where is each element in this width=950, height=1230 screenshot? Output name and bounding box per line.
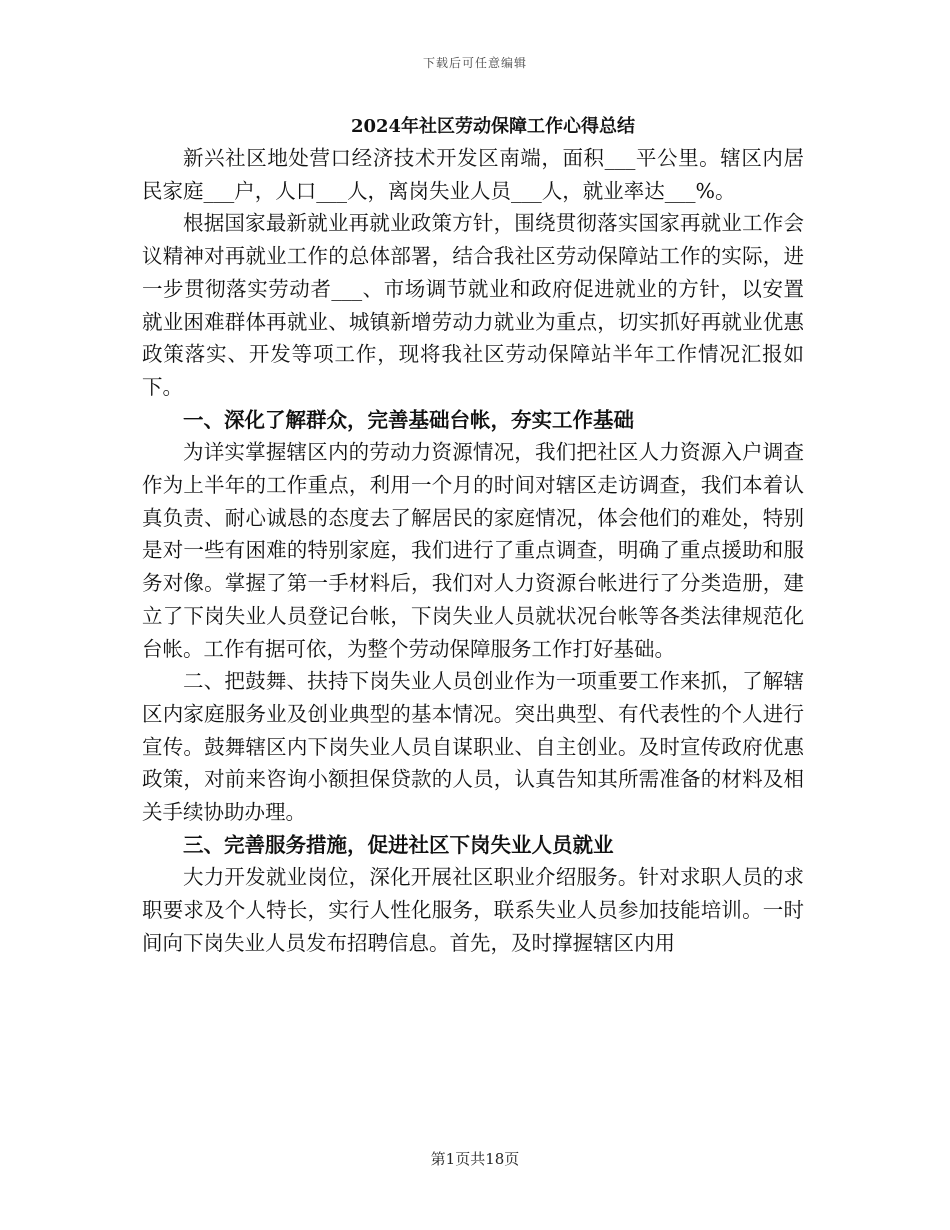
- paragraph-section-3: 大力开发就业岗位，深化开展社区职业介绍服务。针对求职人员的求职要求及个人特长，实行人性化服务，联系失业人员参加技能培训。一时间向下岗失业人员发布招聘信息。首先，及时撑握辖区内用: [142, 865, 804, 955]
- page-number: 第1页共18页: [430, 1150, 520, 1168]
- section-heading-1: 一、深化了解群众，完善基础台帐，夯实工作基础: [183, 407, 634, 432]
- paragraph-intro: 新兴社区地处营口经济技术开发区南端，面积___平公里。辖区内居民家庭___户，人口___人，离岗失业人员___人，就业率达___%。: [142, 146, 804, 203]
- document-title: 2024年社区劳动保障工作心得总结: [350, 116, 636, 137]
- section-heading-3: 三、完善服务措施，促进社区下岗失业人员就业: [183, 832, 614, 857]
- paragraph-section-1: 为详实掌握辖区内的劳动力资源情况，我们把社区人力资源入户调查作为上半年的工作重点，利用一个月的时间对辖区走访调查，我们本着认真负责、耐心诚恳的态度去了解居民的家庭情况，体会他们的难处，特别是对一些有困难的特别家庭，我们进行了重点调查，明确了重点援助和服务对像。掌握了第一手材料后，我们对人力资源台帐进行了分类造册，建立了下岗失业人员登记台帐，下岗失业人员就状况台帐等各类法律规范化台帐。工作有据可依，为整个劳动保障服务工作打好基础。: [142, 440, 804, 661]
- document-body: [142, 112, 804, 960]
- page-header: 下载后可任意编辑: [422, 56, 527, 70]
- paragraph-section-2: 二、把鼓舞、扶持下岗失业人员创业作为一项重要工作来抓，了解辖区内家庭服务业及创业典型的基本情况。突出典型、有代表性的个人进行宣传。鼓舞辖区内下岗失业人员自谋职业、自主创业。及时宣传政府优惠政策，对前来咨询小额担保贷款的人员，认真告知其所需准备的材料及相关手续协助办理。: [142, 669, 804, 825]
- paragraph-policy: 根据国家最新就业再就业政策方针，围绕贯彻落实国家再就业工作会议精神对再就业工作的总体部署，结合我社区劳动保障站工作的实际，进一步贯彻落实劳动者___、市场调节就业和政府促进就业的方针，以安置就业困难群体再就业、城镇新增劳动力就业为重点，切实抓好再就业优惠政策落实、开发等项工作，现将我社区劳动保障站半年工作情况汇报如下。: [142, 211, 804, 399]
